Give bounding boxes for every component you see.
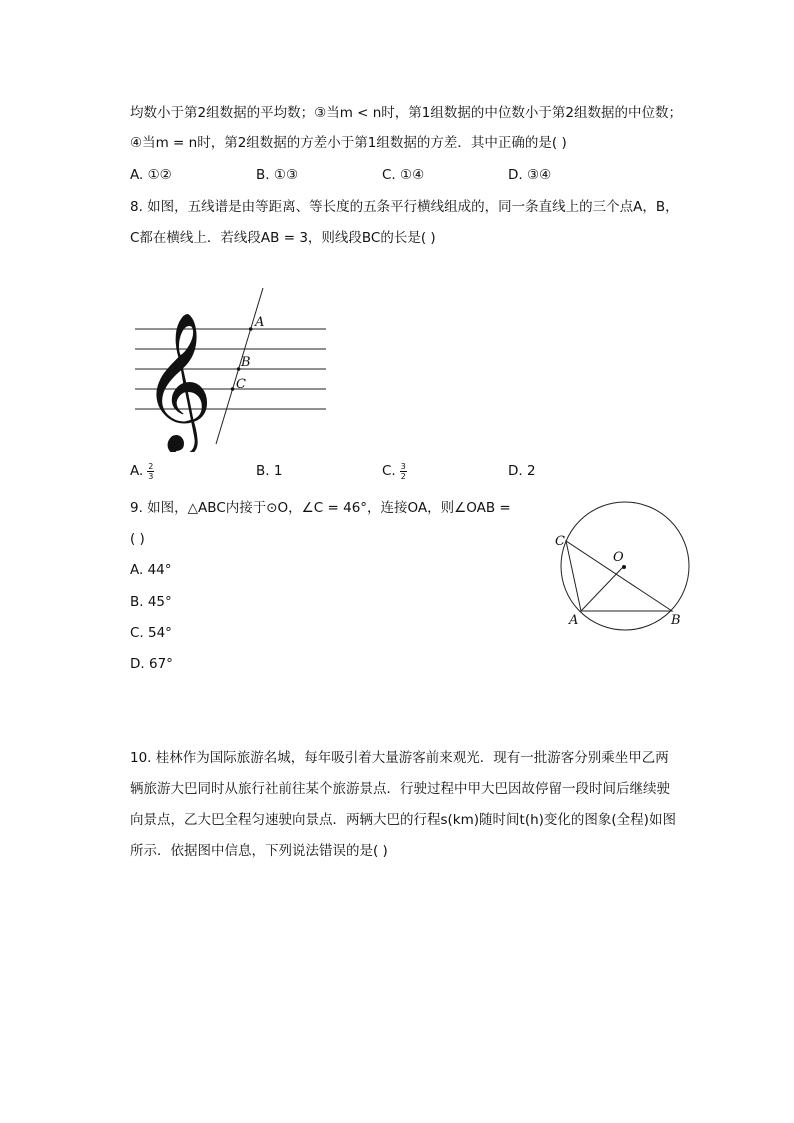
q7-text-line-2: ④当m = n时，第2组数据的方差小于第1组数据的方差．其中正确的是( ): [130, 135, 567, 151]
point-b-label: B: [241, 355, 251, 370]
point-a-label: A: [255, 315, 265, 330]
center-o-label: O: [613, 550, 624, 565]
fraction-numerator: 3: [400, 461, 406, 471]
point-a-dot: [249, 327, 253, 331]
point-a-label: A: [569, 613, 579, 628]
fraction-denominator: 3: [148, 471, 154, 481]
point-b-dot: [237, 367, 241, 371]
point-c-dot: [231, 387, 235, 391]
point-c-label: C: [555, 534, 565, 549]
q7-option-c[interactable]: C. ①④: [382, 167, 425, 183]
q10-text-line-2: 辆旅游大巴同时从旅行社前往某个旅游景点．行驶过程中甲大巴因故停留一段时间后继续驶: [130, 781, 670, 797]
q10-text-line-3: 向景点，乙大巴全程匀速驶向景点．两辆大巴的行程s(km)随时间t(h)变化的图象(全程)如图: [130, 812, 676, 828]
q8-option-c-fraction: [400, 462, 407, 481]
q8-option-a-label: A.: [130, 463, 144, 479]
treble-clef-icon: 𝄞: [142, 312, 213, 451]
slanted-line: [216, 288, 263, 444]
q9-option-d[interactable]: D. 67°: [130, 656, 173, 672]
fraction-denominator: 2: [400, 471, 406, 481]
fraction-numerator: 2: [148, 461, 154, 471]
q9-option-a[interactable]: A. 44°: [130, 562, 172, 578]
q7-option-d[interactable]: D. ③④: [508, 167, 552, 183]
q8-option-a-fraction: [147, 462, 154, 481]
point-c-label: C: [236, 377, 246, 392]
q9-option-c[interactable]: C. 54°: [130, 625, 172, 641]
circle-figure: [550, 498, 700, 634]
q9-text-line-1: 9. 如图，△ABC内接于⊙O，∠C = 46°，连接OA，则∠OAB =: [130, 500, 511, 516]
q8-option-c[interactable]: [382, 461, 407, 481]
segment-oa: [581, 567, 623, 611]
q8-option-a[interactable]: [130, 461, 154, 481]
q10-text-line-4: 所示．依据图中信息，下列说法错误的是( ): [130, 843, 388, 859]
q7-option-a[interactable]: A. ①②: [130, 167, 172, 183]
q8-option-c-label: C.: [382, 463, 396, 479]
q9-option-b[interactable]: B. 45°: [130, 594, 172, 610]
q8-option-b[interactable]: B. 1: [256, 463, 283, 479]
staff-figure: [120, 282, 340, 452]
q7-option-b[interactable]: B. ①③: [256, 167, 299, 183]
q8-text-line-2: C都在横线上．若线段AB = 3，则线段BC的长是( ): [130, 230, 436, 246]
q8-text-line-1: 8. 如图，五线谱是由等距离、等长度的五条平行横线组成的，同一条直线上的三个点A，B，: [130, 199, 679, 215]
q10-text-line-1: 10. 桂林作为国际旅游名城，每年吸引着大量游客前来观光．现有一批游客分别乘坐甲乙两: [130, 750, 669, 766]
point-b-label: B: [671, 613, 681, 628]
q7-text-line-1: 均数小于第2组数据的平均数；③当m < n时，第1组数据的中位数小于第2组数据的中位数；: [130, 105, 682, 121]
q8-option-d[interactable]: D. 2: [508, 463, 536, 479]
center-o-dot: [622, 565, 626, 569]
q9-text-line-2: ( ): [130, 531, 145, 547]
